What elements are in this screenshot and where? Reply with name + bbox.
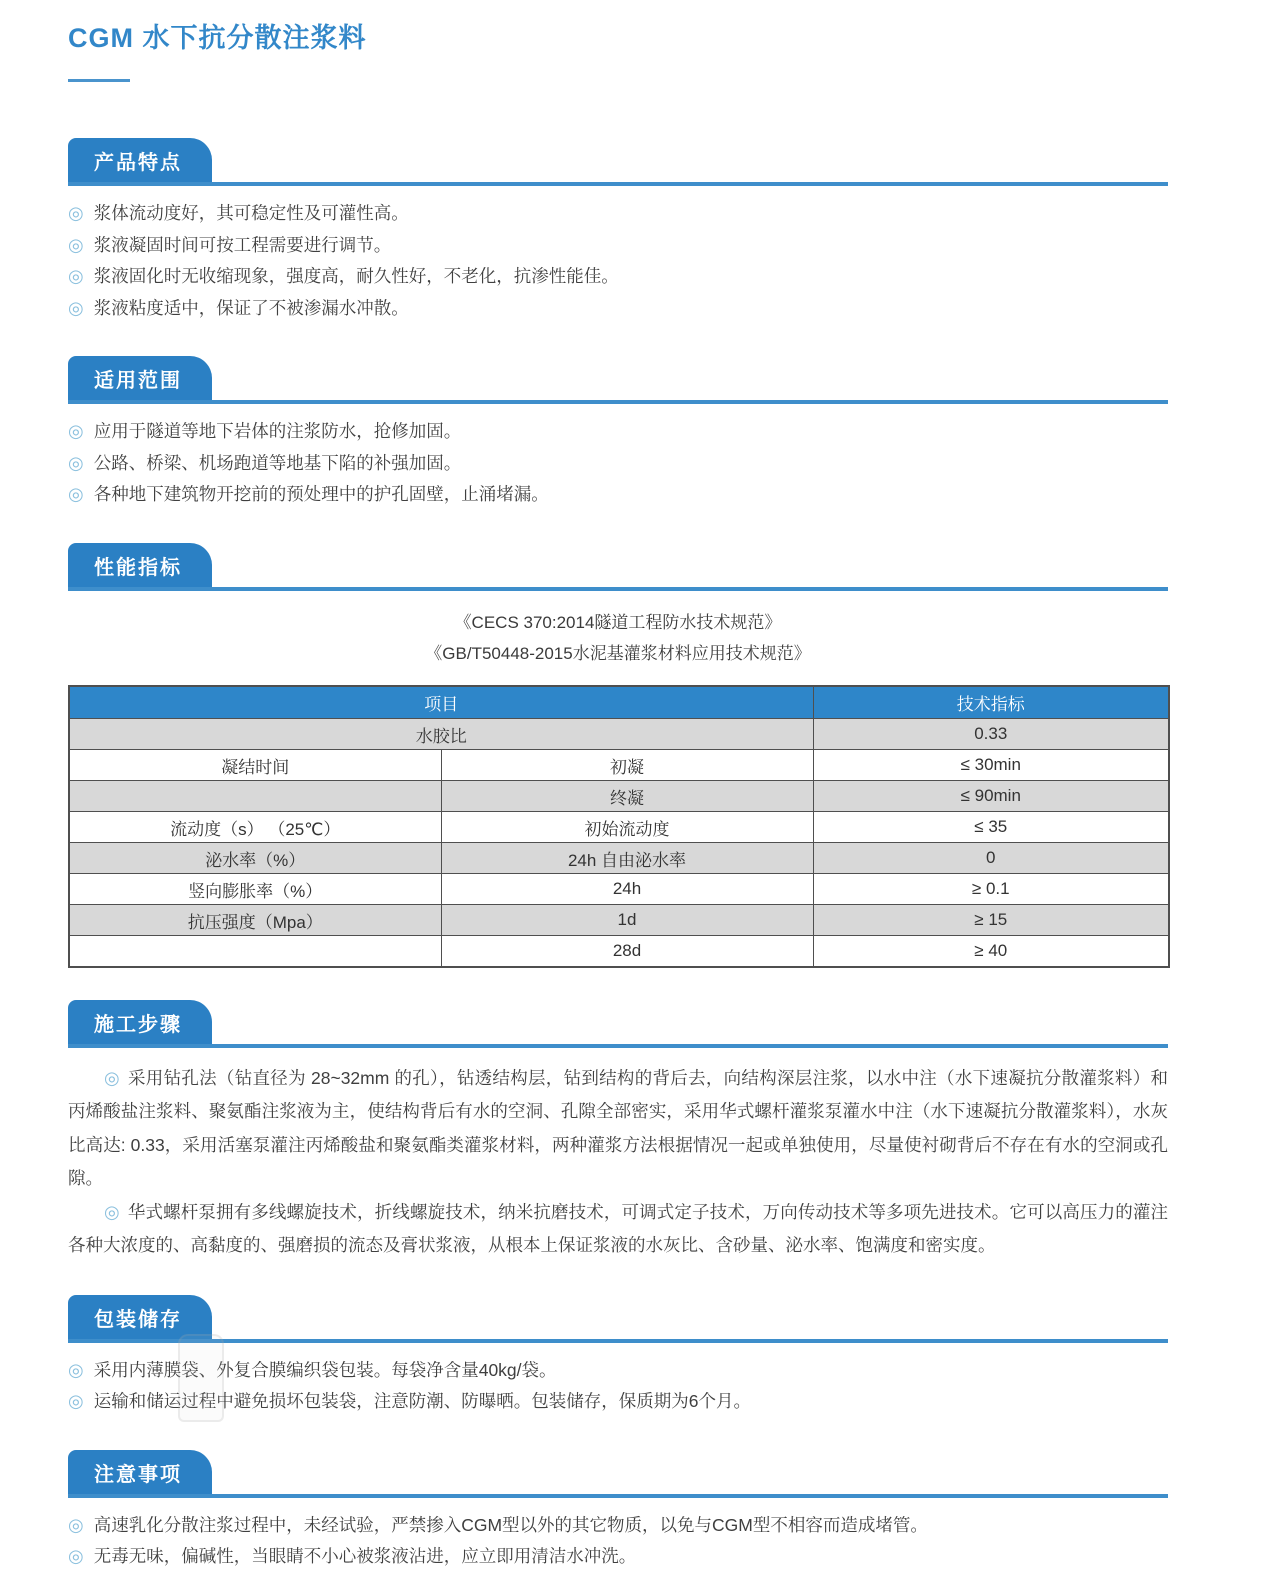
paragraph-text: 华式螺杆泵拥有多线螺旋技术，折线螺旋技术，纳米抗磨技术，可调式定子技术，万向传动技术等多项先进技术。它可以高压力的灌注各种大浓度的、高黏度的、强磨损的流态及膏状浆液，从根本上保证浆液的水灰比、含砂量、泌水率、饱满度和密实度。 (68, 1201, 1168, 1255)
table-cell (69, 781, 441, 812)
ring-bullet-icon: ◎ (68, 266, 84, 286)
table-cell: ≤ 30min (813, 750, 1169, 781)
table-cell: ≤ 35 (813, 812, 1169, 843)
list-item-text: 各种地下建筑物开挖前的预处理中的护孔固壁，止涌堵漏。 (93, 484, 549, 504)
list-item (68, 293, 1168, 325)
table-cell: 泌水率（%） (69, 843, 441, 874)
table-cell: 24h (441, 874, 813, 905)
table-row (69, 812, 1169, 843)
list-item (68, 1355, 1168, 1387)
ring-bullet-icon: ◎ (68, 484, 84, 504)
construction-paragraphs (68, 1062, 1168, 1263)
section-header-construction (68, 1000, 1168, 1048)
list-item-text: 无毒无味，偏碱性，当眼睛不小心被浆液沾进，应立即用清洁水冲洗。 (93, 1546, 637, 1566)
list-item (68, 1541, 1168, 1573)
table-row (69, 750, 1169, 781)
section-header-features (68, 138, 1168, 186)
title-underline (68, 79, 130, 82)
section-header-notes (68, 1450, 1168, 1498)
standard-line: 《GB/T50448-2015水泥基灌浆材料应用技术规范》 (425, 643, 811, 663)
table-cell: 初始流动度 (441, 812, 813, 843)
table-row (69, 905, 1169, 936)
ring-bullet-icon: ◎ (68, 1514, 84, 1535)
ring-bullet-icon: ◎ (68, 1359, 84, 1380)
list-item-text: 浆体流动度好，其可稳定性及可灌性高。 (93, 203, 409, 223)
list-item (68, 416, 1168, 448)
table-cell: 水胶比 (69, 719, 813, 750)
list-item (68, 230, 1168, 262)
list-item (68, 1510, 1168, 1542)
section-tab-performance: 性能指标 (68, 543, 212, 587)
table-cell: 0.33 (813, 719, 1169, 750)
ring-bullet-icon: ◎ (68, 234, 84, 255)
ring-bullet-icon: ◎ (68, 452, 84, 473)
list-item-text: 运输和储运过程中避免损坏包装袋，注意防潮、防曝晒。包装储存，保质期为6个月。 (93, 1391, 751, 1411)
list-item (68, 448, 1168, 480)
list-item-text: 采用内薄膜袋、外复合膜编织袋包装。每袋净含量40kg/袋。 (93, 1359, 557, 1380)
list-item-text: 公路、桥梁、机场跑道等地基下陷的补强加固。 (93, 452, 462, 473)
table-row (69, 843, 1169, 874)
table-cell: 流动度（s） （25℃） (69, 812, 441, 843)
table-cell: 初凝 (441, 750, 813, 781)
list-item (68, 261, 1168, 293)
table-row (69, 936, 1169, 967)
table-row (69, 781, 1169, 812)
section-header-scope (68, 356, 1168, 404)
table-cell: 0 (813, 843, 1169, 874)
ring-bullet-icon: ◎ (68, 1391, 84, 1411)
table-cell (69, 936, 441, 967)
ring-bullet-icon: ◎ (104, 1067, 120, 1088)
table-cell: ≤ 90min (813, 781, 1169, 812)
section-tab-notes: 注意事项 (68, 1450, 212, 1494)
ring-bullet-icon: ◎ (68, 421, 84, 441)
list-item-text: 浆液粘度适中，保证了不被渗漏水冲散。 (93, 297, 409, 318)
table-cell: 终凝 (441, 781, 813, 812)
table-cell: ≥ 40 (813, 936, 1169, 967)
table-cell: 28d (441, 936, 813, 967)
features-list (68, 198, 1168, 324)
list-item (68, 1386, 1168, 1418)
section-header-performance (68, 543, 1168, 591)
list-item (68, 479, 1168, 511)
table-header-item: 项目 (69, 686, 813, 719)
faint-watermark (178, 1334, 224, 1422)
table-cell: 竖向膨胀率（%） (69, 874, 441, 905)
ring-bullet-icon: ◎ (68, 1546, 84, 1566)
table-cell: ≥ 0.1 (813, 874, 1169, 905)
ring-bullet-icon: ◎ (68, 297, 84, 318)
packaging-list (68, 1355, 1168, 1418)
table-row (69, 874, 1169, 905)
list-item-text: 浆液固化时无收缩现象，强度高，耐久性好，不老化，抗渗性能佳。 (93, 266, 619, 286)
paragraph (68, 1062, 1168, 1196)
section-tab-scope: 适用范围 (68, 356, 212, 400)
product-sheet (68, 0, 1168, 1573)
scope-list (68, 416, 1168, 511)
table-cell: 抗压强度（Mpa） (69, 905, 441, 936)
table-cell: 24h 自由泌水率 (441, 843, 813, 874)
table-cell: 凝结时间 (69, 750, 441, 781)
section-header-packaging (68, 1295, 1168, 1343)
list-item-text: 应用于隧道等地下岩体的注浆防水，抢修加固。 (93, 421, 462, 441)
table-cell: 1d (441, 905, 813, 936)
standard-line: 《CECS 370:2014隧道工程防水技术规范》 (454, 612, 782, 632)
list-item (68, 198, 1168, 230)
ring-bullet-icon: ◎ (104, 1201, 120, 1222)
list-item-text: 浆液凝固时间可按工程需要进行调节。 (93, 234, 392, 255)
performance-table (68, 685, 1170, 968)
table-header-row (69, 686, 1169, 719)
table-cell: ≥ 15 (813, 905, 1169, 936)
section-tab-construction: 施工步骤 (68, 1000, 212, 1044)
standards-references (68, 607, 1168, 669)
table-row (69, 719, 1169, 750)
section-tab-packaging: 包装储存 (68, 1295, 212, 1339)
paragraph (68, 1196, 1168, 1263)
section-tab-features: 产品特点 (68, 138, 212, 182)
table-header-value: 技术指标 (813, 686, 1169, 719)
notes-list (68, 1510, 1168, 1573)
list-item-text: 高速乳化分散注浆过程中，未经试验，严禁掺入CGM型以外的其它物质，以免与CGM型不相容而造成堵管。 (93, 1514, 928, 1535)
paragraph-text: 采用钻孔法（钻直径为 28~32mm 的孔），钻透结构层，钻到结构的背后去，向结构深层注浆，以水中注（水下速凝抗分散灌浆料）和丙烯酸盐注浆料、聚氨酯注浆液为主，使结构背后有水的空洞、孔隙全部密实，采用华式螺杆灌浆泵灌水中注（水下速凝抗分散灌浆料），水灰比高达: 0.33，采用活塞泵灌注丙烯酸盐和聚氨酯类灌浆材料，两种灌浆方法根据情况一起或单独使用，尽量使衬砌背后不存在有水的空洞或孔隙。 (68, 1067, 1168, 1188)
page-title: CGM 水下抗分散注浆料 (68, 23, 367, 53)
ring-bullet-icon: ◎ (68, 203, 84, 223)
